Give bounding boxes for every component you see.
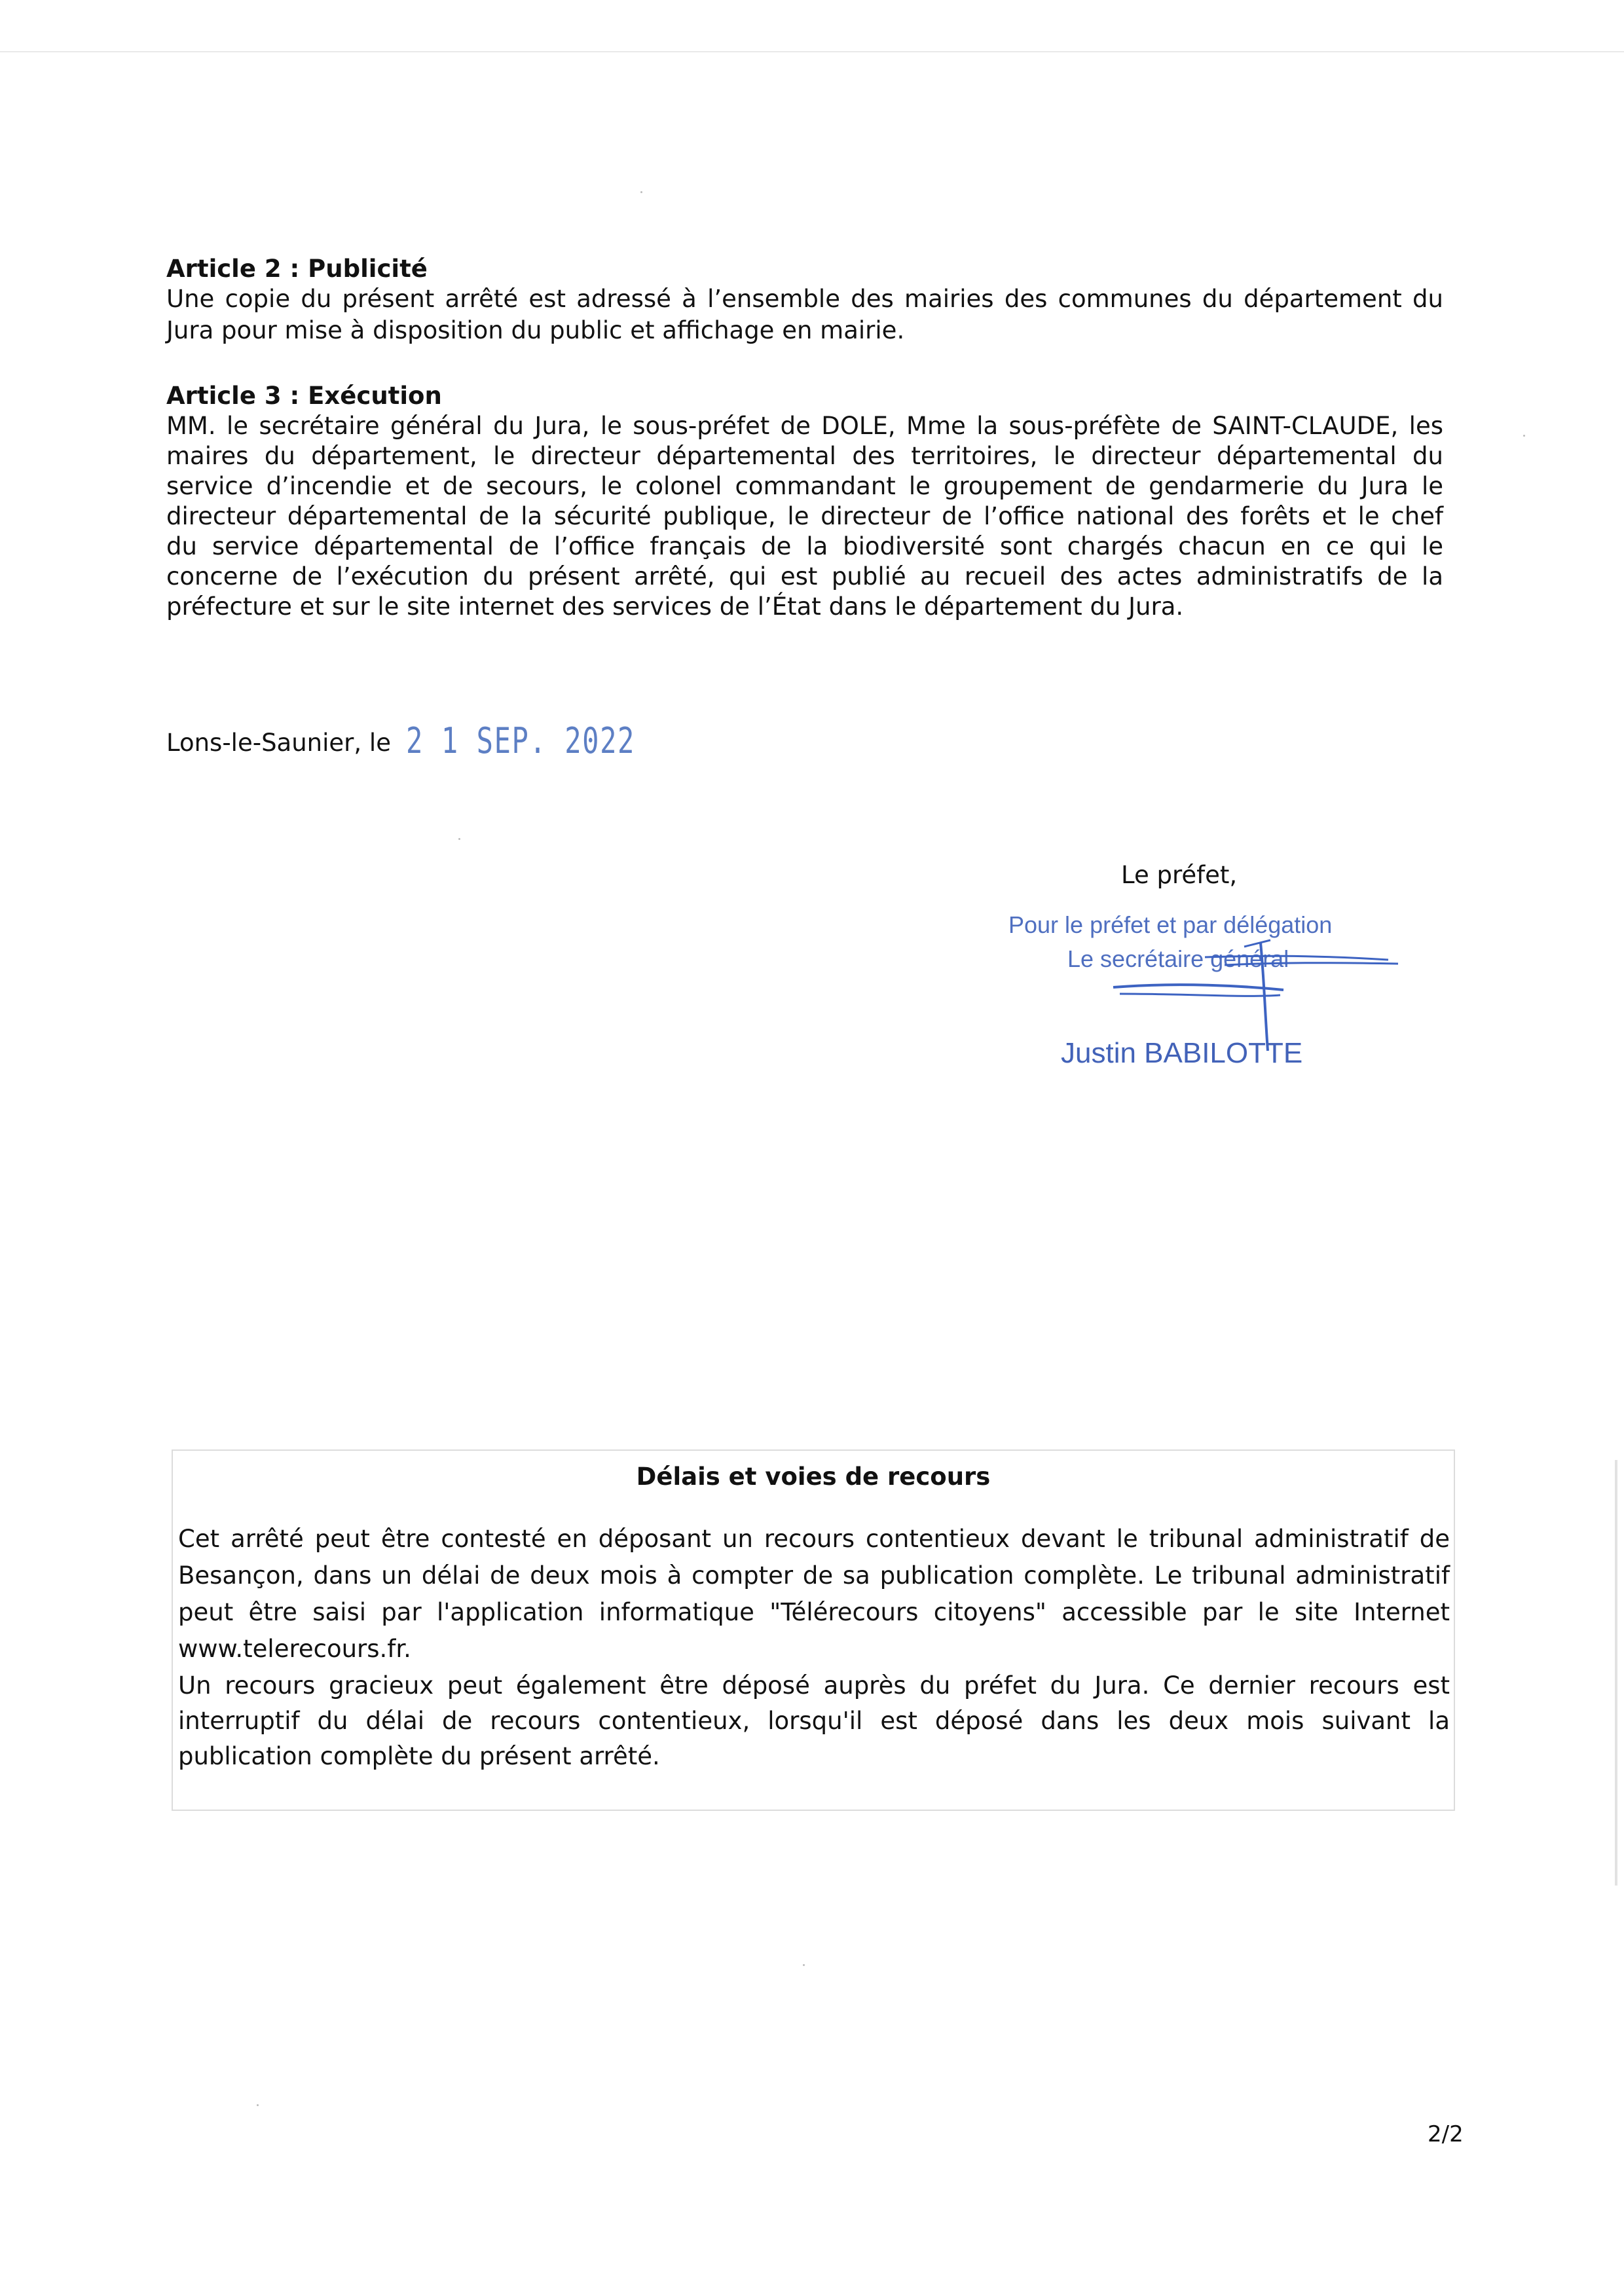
article-3-line: directeur départemental de la sécurité publique, le directeur de l’office national des forêts et le chef bbox=[166, 502, 1443, 530]
article-3-heading: Article 3 : Exécution bbox=[166, 382, 442, 410]
recours-line: Un recours gracieux peut également être déposé auprès du préfet du Jura. Ce dernier recours est bbox=[178, 1671, 1450, 1700]
signatory-name: Justin BABILOTTE bbox=[1061, 1037, 1303, 1069]
recours-link-line: www.telerecours.fr. bbox=[178, 1635, 411, 1663]
delegation-stamp-line: Le secrétaire général bbox=[1067, 945, 1289, 972]
article-3-line: service d’incendie et de secours, le colonel commandant le groupement de gendarmerie du Jura le bbox=[166, 472, 1443, 500]
scan-speck bbox=[640, 191, 642, 193]
scan-edge-top bbox=[0, 51, 1624, 52]
article-3-line: concerne de l’exécution du présent arrêté, qui est publié au recueil des actes administratifs de la bbox=[166, 562, 1443, 591]
recours-line: Cet arrêté peut être contesté en déposant un recours contentieux devant le tribunal administratif de bbox=[178, 1525, 1450, 1553]
article-3-line: MM. le secrétaire général du Jura, le sous-préfet de DOLE, Mme la sous-préfète de SAINT-CLAUDE, les bbox=[166, 412, 1443, 440]
article-3-line: du service départemental de l’office français de la biodiversité sont chargés chacun en ce qui le bbox=[166, 532, 1443, 560]
signatory-title: Le préfet, bbox=[1121, 861, 1238, 889]
article-3-line: préfecture et sur le site internet des services de l’État dans le département du Jura. bbox=[166, 592, 1184, 621]
page-number: 2/2 bbox=[1428, 2121, 1464, 2147]
scan-speck bbox=[257, 2104, 259, 2106]
recours-box bbox=[172, 1449, 1455, 1811]
recours-title: Délais et voies de recours bbox=[636, 1463, 991, 1491]
recours-line: peut être saisi par l'application informatique "Télérecours citoyens" accessible par le site Internet bbox=[178, 1598, 1450, 1626]
recours-line: interruptif du délai de recours contentieux, lorsqu'il est déposé dans les deux mois suivant la bbox=[178, 1707, 1450, 1735]
scan-speck bbox=[458, 838, 460, 840]
article-2-line: Une copie du présent arrêté est adressé à l’ensemble des mairies des communes du département du bbox=[166, 285, 1443, 313]
date-stamp: 2 1 SEP. 2022 bbox=[406, 720, 635, 761]
article-3-line: maires du département, le directeur départemental des territoires, le directeur départemental du bbox=[166, 442, 1443, 470]
recours-line: Besançon, dans un délai de deux mois à compter de sa publication complète. Le tribunal administratif bbox=[178, 1561, 1450, 1590]
article-2-heading: Article 2 : Publicité bbox=[166, 255, 428, 283]
scan-edge-right bbox=[1615, 1460, 1617, 1886]
scan-speck bbox=[803, 1964, 805, 1966]
article-2-line: Jura pour mise à disposition du public et affichage en mairie. bbox=[166, 316, 905, 344]
place-label: Lons-le-Saunier, le bbox=[166, 729, 391, 757]
delegation-stamp-line: Pour le préfet et par délégation bbox=[1008, 911, 1333, 938]
scan-speck bbox=[1523, 435, 1525, 437]
recours-line: publication complète du présent arrêté. bbox=[178, 1742, 660, 1770]
